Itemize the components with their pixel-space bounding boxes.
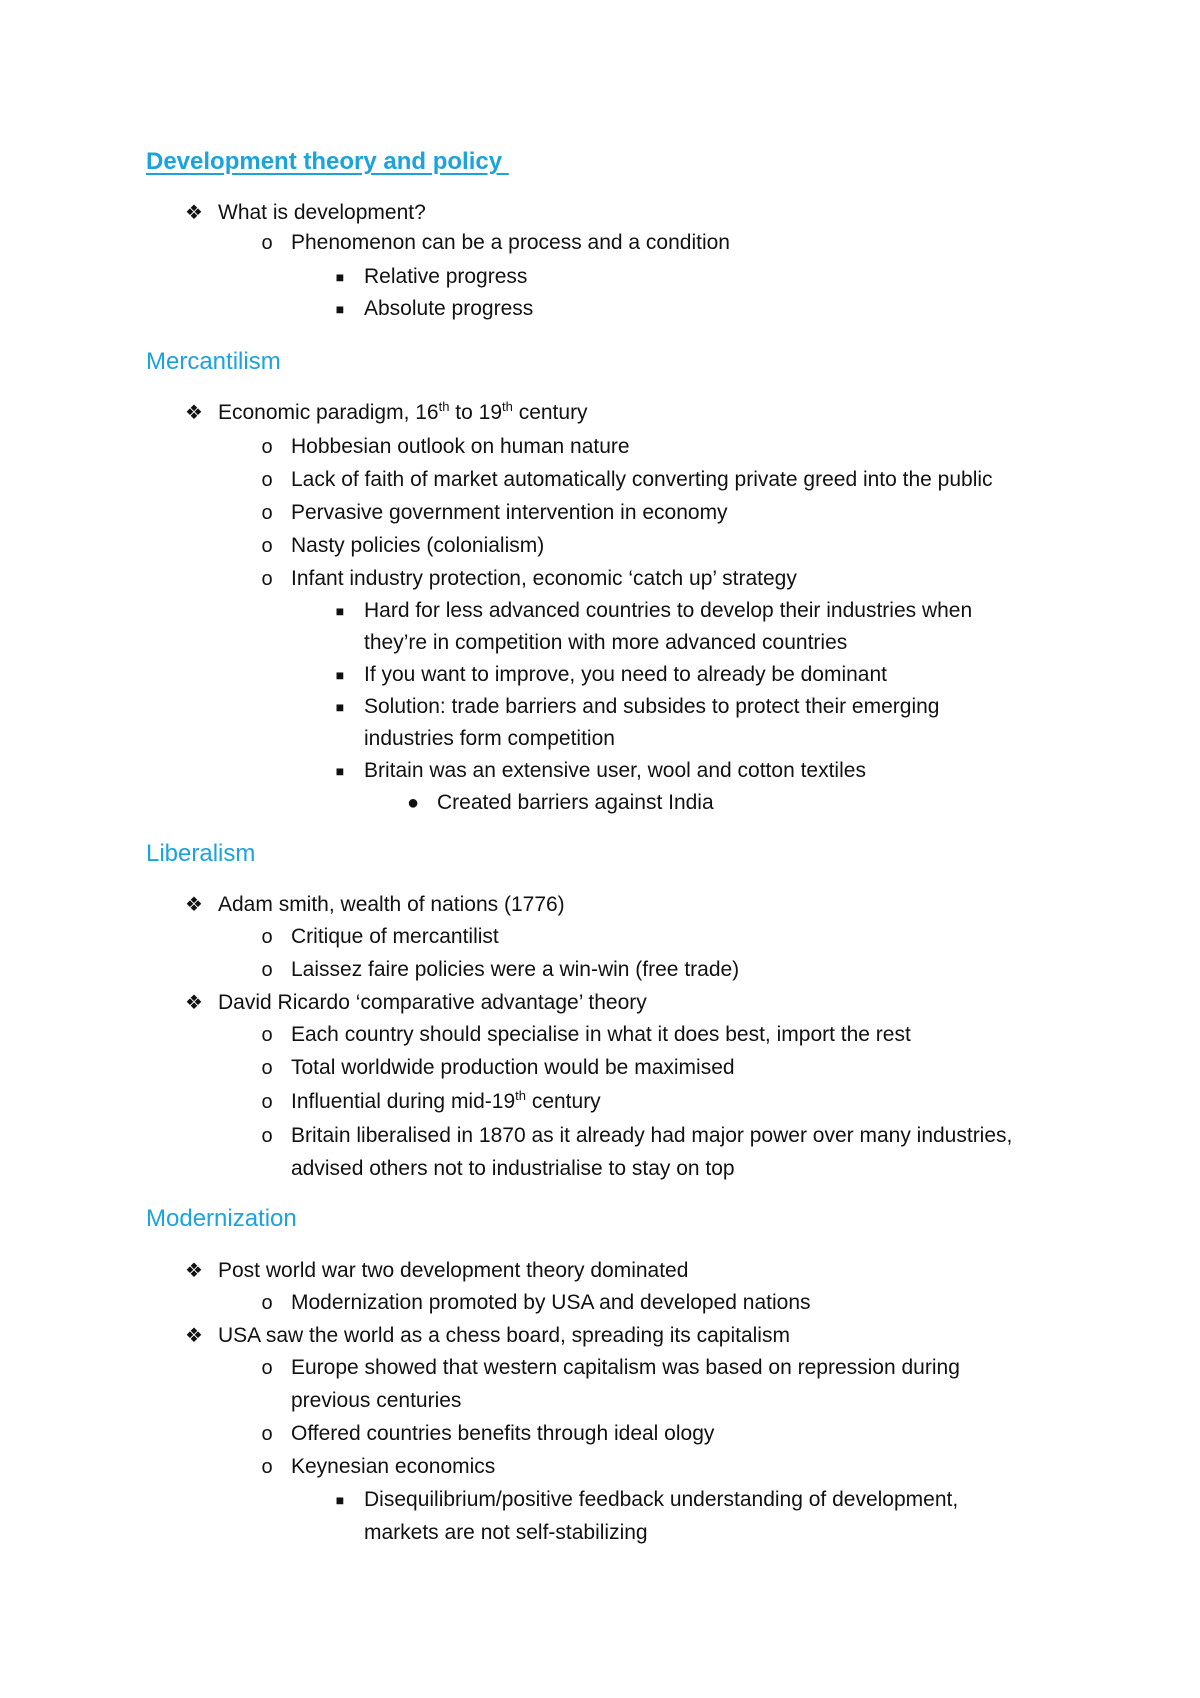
bullet-economic-paradigm: Economic paradigm, 16th to 19th century <box>218 399 588 424</box>
sub-sub-bullet-if-you-want: If you want to improve, you need to already be dominant <box>364 663 887 686</box>
bullet-adam-smith: Adam smith, wealth of nations (1776) <box>218 893 565 916</box>
sub-sub-bullet-continuation: industries form competition <box>364 727 615 750</box>
square-bullet-icon: ■ <box>335 763 345 779</box>
heading-mercantilism: Mercantilism <box>146 348 281 375</box>
diamond-bullet-icon: ❖ <box>185 402 203 424</box>
sub-bullet-critique: Critique of mercantilist <box>291 925 499 948</box>
circle-bullet-icon: o <box>261 926 273 948</box>
sub-sub-bullet-solution: Solution: trade barriers and subsides to protect their emerging <box>364 695 940 718</box>
sub-bullet-laissez-faire: Laissez faire policies were a win-win (free trade) <box>291 958 740 981</box>
circle-bullet-icon: o <box>261 436 273 458</box>
circle-bullet-icon: o <box>261 1125 273 1147</box>
sub-sub-bullet-continuation: markets are not self-stabilizing <box>364 1521 648 1544</box>
sub-bullet-lack-of-faith: Lack of faith of market automatically converting private greed into the public <box>291 468 993 491</box>
square-bullet-icon: ■ <box>335 269 345 285</box>
circle-bullet-icon: o <box>261 1423 273 1445</box>
sub-bullet-influential: Influential during mid-19th century <box>291 1088 601 1113</box>
circle-bullet-icon: o <box>261 1357 273 1379</box>
sub-sub-bullet-britain: Britain was an extensive user, wool and cotton textiles <box>364 759 866 782</box>
square-bullet-icon: ■ <box>335 1492 345 1508</box>
diamond-bullet-icon: ❖ <box>185 992 203 1014</box>
diamond-bullet-icon: ❖ <box>185 202 203 224</box>
sub-bullet-modernization-promoted: Modernization promoted by USA and developed nations <box>291 1291 811 1314</box>
bullet-post-world-war: Post world war two development theory dominated <box>218 1259 689 1282</box>
sub-bullet-keynesian: Keynesian economics <box>291 1455 496 1478</box>
sub-bullet-each-country: Each country should specialise in what it does best, import the rest <box>291 1023 911 1046</box>
document-title: Development theory and policy <box>146 148 509 175</box>
sub-sub-bullet-disequilibrium: Disequilibrium/positive feedback understanding of development, <box>364 1488 959 1511</box>
circle-bullet-icon: o <box>261 959 273 981</box>
circle-bullet-icon: o <box>261 568 273 590</box>
sub-bullet-nasty-policies: Nasty policies (colonialism) <box>291 534 545 557</box>
sub-bullet-offered-countries: Offered countries benefits through ideal ology <box>291 1422 715 1445</box>
diamond-bullet-icon: ❖ <box>185 1325 203 1347</box>
bullet-what-is-development: What is development? <box>218 201 426 224</box>
diamond-bullet-icon: ❖ <box>185 894 203 916</box>
sub-bullet-hobbesian: Hobbesian outlook on human nature <box>291 435 630 458</box>
sub-sub-bullet-relative: Relative progress <box>364 265 528 288</box>
sub-bullet-continuation: previous centuries <box>291 1389 462 1412</box>
square-bullet-icon: ■ <box>335 603 345 619</box>
square-bullet-icon: ■ <box>335 301 345 317</box>
heading-liberalism: Liberalism <box>146 840 256 867</box>
circle-bullet-icon: o <box>261 1024 273 1046</box>
dot-bullet-icon: ● <box>406 792 420 814</box>
circle-bullet-icon: o <box>261 1057 273 1079</box>
circle-bullet-icon: o <box>261 469 273 491</box>
circle-bullet-icon: o <box>261 1091 273 1113</box>
sub-bullet-europe-showed: Europe showed that western capitalism was based on repression during <box>291 1356 960 1379</box>
heading-modernization: Modernization <box>146 1205 297 1232</box>
level4-bullet-india: Created barriers against India <box>437 791 714 814</box>
circle-bullet-icon: o <box>261 535 273 557</box>
sub-bullet-total-worldwide: Total worldwide production would be maximised <box>291 1056 735 1079</box>
sub-bullet-pervasive: Pervasive government intervention in economy <box>291 501 728 524</box>
sub-bullet-infant-industry: Infant industry protection, economic ‘catch up’ strategy <box>291 567 797 590</box>
sub-bullet-phenomenon: Phenomenon can be a process and a condition <box>291 231 730 254</box>
sub-sub-bullet-hard-for-less: Hard for less advanced countries to develop their industries when <box>364 599 973 622</box>
circle-bullet-icon: o <box>261 1292 273 1314</box>
circle-bullet-icon: o <box>261 232 273 254</box>
bullet-david-ricardo: David Ricardo ‘comparative advantage’ theory <box>218 991 647 1014</box>
sub-sub-bullet-absolute: Absolute progress <box>364 297 534 320</box>
sub-sub-bullet-continuation: they’re in competition with more advanced countries <box>364 631 848 654</box>
circle-bullet-icon: o <box>261 1456 273 1478</box>
bullet-usa-chess-board: USA saw the world as a chess board, spreading its capitalism <box>218 1324 790 1347</box>
diamond-bullet-icon: ❖ <box>185 1260 203 1282</box>
square-bullet-icon: ■ <box>335 699 345 715</box>
circle-bullet-icon: o <box>261 502 273 524</box>
sub-bullet-britain-liberalised: Britain liberalised in 1870 as it already had major power over many industries, <box>291 1124 1013 1147</box>
square-bullet-icon: ■ <box>335 667 345 683</box>
sub-bullet-continuation: advised others not to industrialise to stay on top <box>291 1157 735 1180</box>
